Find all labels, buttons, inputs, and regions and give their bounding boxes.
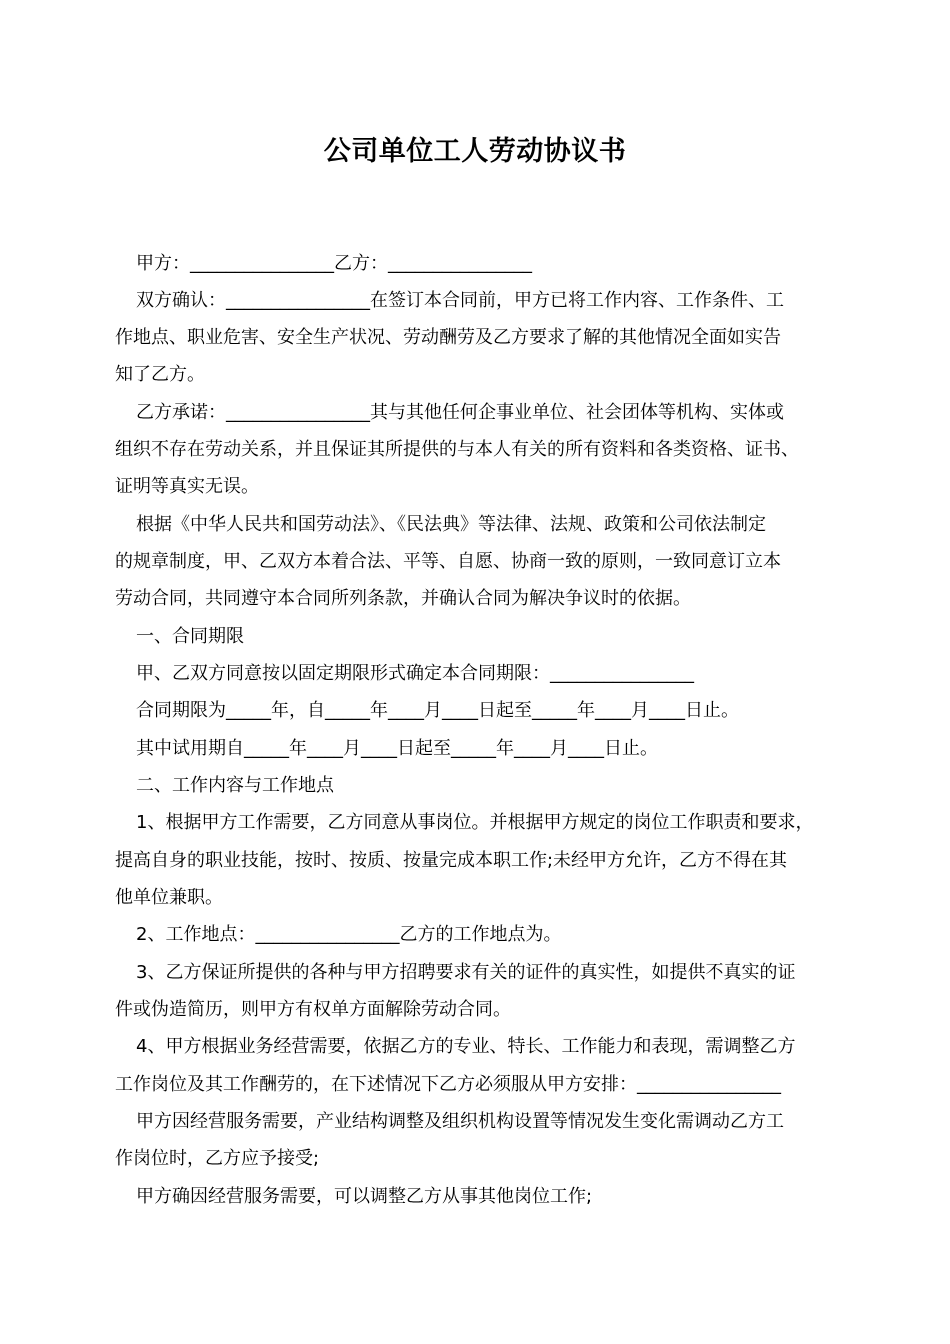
paragraph-line: 作岗位时，乙方应予接受; [115, 1148, 320, 1169]
paragraph-line: 提高自身的职业技能，按时、按质、按量完成本职工作;未经甲方允许，乙方不得在其 [115, 850, 788, 871]
paragraph-line: 甲方确因经营服务需要，可以调整乙方从事其他岗位工作; [136, 1186, 593, 1207]
paragraph-line: 其中试用期自_____年____月____日起至_____年____月____日止。 [136, 738, 658, 759]
paragraph-line: 根据《中华人民共和国劳动法》、《民法典》等法律、法规、政策和公司依法制定 [136, 514, 766, 535]
paragraph-line: 2、工作地点：________________乙方的工作地点为。 [136, 924, 562, 945]
paragraph-line: 工作岗位及其工作酬劳的，在下述情况下乙方必须服从甲方安排：________________ [115, 1074, 781, 1095]
paragraph-line: 他单位兼职。 [115, 887, 223, 908]
paragraph-line: 甲方因经营服务需要，产业结构调整及组织机构设置等情况发生变化需调动乙方工 [136, 1111, 784, 1132]
paragraph-line: 组织不存在劳动关系，并且保证其所提供的与本人有关的所有资料和各类资格、证书、 [115, 439, 799, 460]
paragraph-line: 1、根据甲方工作需要，乙方同意从事岗位。并根据甲方规定的岗位工作职责和要求， [136, 812, 814, 833]
paragraph-line: 4、甲方根据业务经营需要，依据乙方的专业、特长、工作能力和表现，需调整乙方 [136, 1036, 796, 1057]
paragraph-line: 件或伪造简历，则甲方有权单方面解除劳动合同。 [115, 999, 511, 1020]
paragraph-line: 知了乙方。 [115, 364, 205, 385]
paragraph-line: 的规章制度，甲、乙双方本着合法、平等、自愿、协商一致的原则，一致同意订立本 [115, 551, 781, 572]
paragraph-line: 作地点、职业危害、安全生产状况、劳动酬劳及乙方要求了解的其他情况全面如实告 [115, 327, 781, 348]
paragraph-line: 双方确认：________________在签订本合同前，甲方已将工作内容、工作条件、工 [136, 290, 784, 311]
paragraph-line: 乙方承诺：________________其与其他任何企事业单位、社会团体等机构、实体或 [136, 402, 784, 423]
section-heading: 二、工作内容与工作地点 [136, 775, 334, 796]
paragraph-line: 证明等真实无误。 [115, 476, 259, 497]
document-title: 公司单位工人劳动协议书 [323, 136, 627, 167]
party-line: 甲方：________________乙方：________________ [136, 253, 532, 274]
paragraph-line: 合同期限为_____年，自_____年____月____日起至_____年____月____日止。 [136, 700, 739, 721]
paragraph-line: 劳动合同，共同遵守本合同所列条款，并确认合同为解决争议时的依据。 [115, 588, 691, 609]
paragraph-line: 甲、乙双方同意按以固定期限形式确定本合同期限：________________ [136, 663, 694, 684]
section-heading: 一、合同期限 [136, 626, 244, 647]
paragraph-line: 3、乙方保证所提供的各种与甲方招聘要求有关的证件的真实性，如提供不真实的证 [136, 962, 796, 983]
